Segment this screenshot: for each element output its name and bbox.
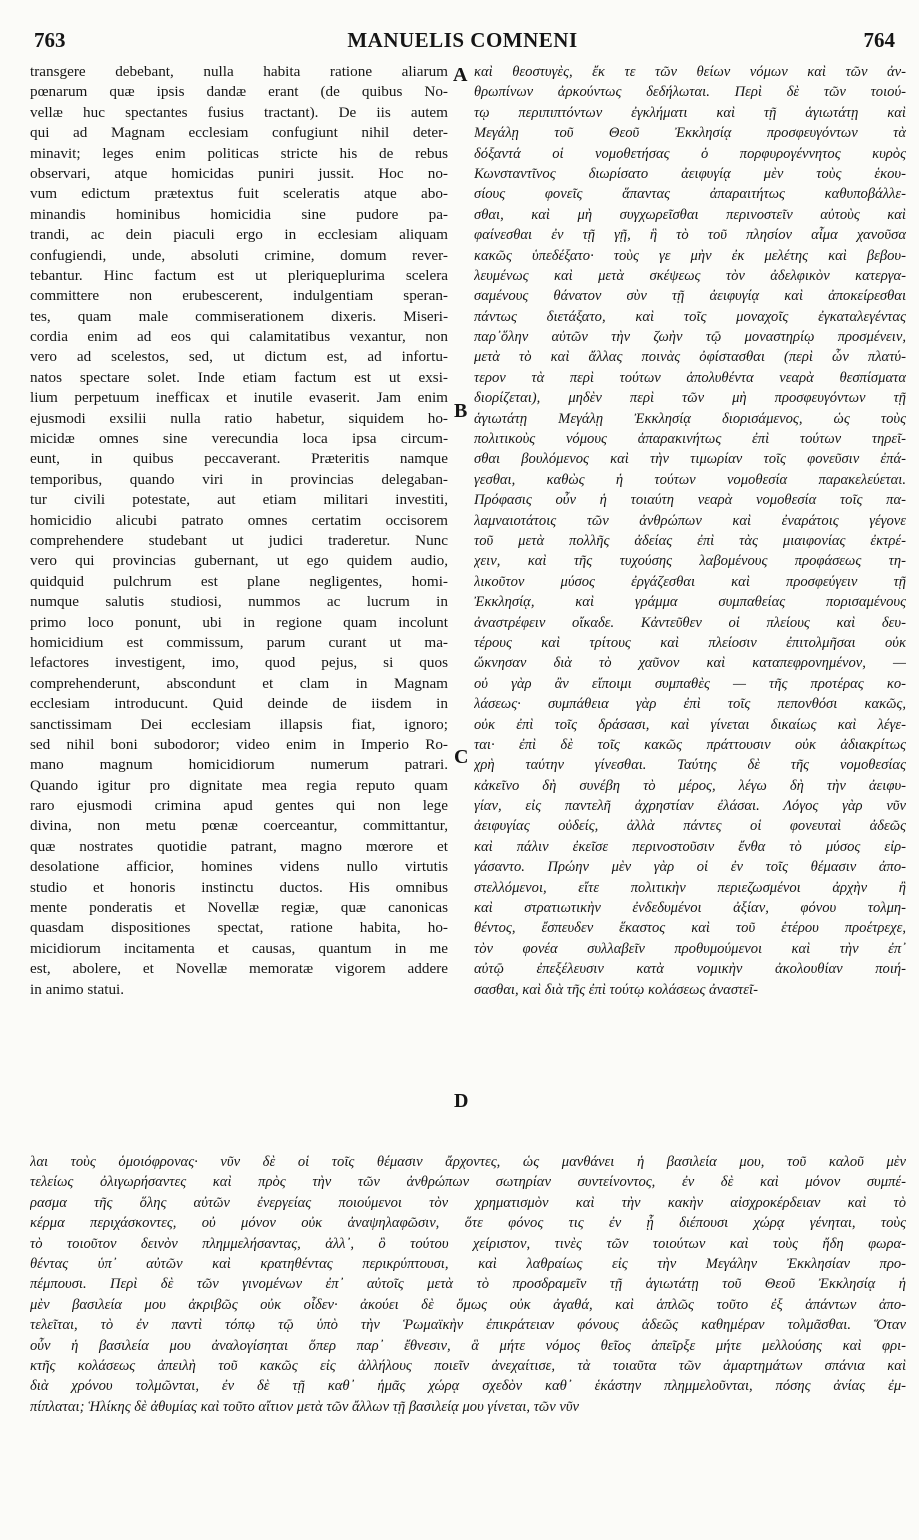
greek-text-line: Κωνσταντῖνος διωρίσατο ἀειφυγίᾳ μὲν τοὺς ἑκου- bbox=[474, 165, 906, 182]
greek-text-line: ἁγιωτάτῃ Μεγάλῃ Ἐκκλησίᾳ διορισάμενος, ὡς τοὺς bbox=[474, 410, 906, 427]
latin-text-line: tebantur. Hinc factum est ut pleriqueplurima scelera bbox=[30, 266, 448, 284]
greek-full-text-line: λαι τοὺς ὁμοιόφρονας· νῦν δὲ οἱ τοῖς θέμασιν ἄρχοντες, ὡς μανθάνει ἡ βασιλεία μου, τοῦ καλοῦ μὲν bbox=[30, 1154, 906, 1170]
greek-full-text-line: τὸ τοιοῦτον δεινὸν πλημμελήσαντας, ἀλλ᾽, ὃ τούτου χείριστον, τινὲς τῶν τοιούτων καὶ τοὺς ἤδη φωρα- bbox=[30, 1235, 906, 1252]
greek-text-line: τὸν φονέα συλλαβεῖν προθυμούμενοι καὶ τὴν ἐπ᾽ bbox=[474, 940, 906, 957]
greek-text-line: τῳ περιπιπτόντων ἐγκλήματι καὶ τῇ ἁγιωτάτῃ καὶ bbox=[474, 104, 906, 121]
greek-text-line: χρὴ ταύτην γίνεσθαι. Ταύτης δὲ τῆς νομοθεσίας bbox=[474, 757, 906, 774]
greek-text-line: Ἐκκλησίᾳ, καὶ γράμμα συμπαθείας πορισαμένους bbox=[474, 594, 906, 611]
greek-text-line: οὐ γὰρ ἂν εἴποιμι συμπαθὲς — τῆς προτέρας κο- bbox=[474, 675, 906, 692]
greek-text-line: Πρόφασις οὖν ἡ τοιαύτη νεαρὰ νομοθεσία τοῖς πα- bbox=[474, 492, 906, 509]
greek-text-line: σαμένους θάνατον σὺν τῇ ἀειφυγίᾳ καὶ ἀποκείρεσθαι bbox=[474, 288, 906, 305]
latin-text-line: lefactores investigent, imo, quod pejus, si quos bbox=[30, 654, 448, 672]
greek-text-line: γεσθαι, καθὼς ἡ τούτων νομοθεσία παρακελεύεται. bbox=[474, 471, 906, 488]
greek-text-line: μετὰ τὸ καὶ ἄλλας ποινὰς ὀφίστασθαι (περὶ ὧν πλατύ- bbox=[474, 349, 906, 366]
latin-text-line: tes, quam male commiserationem dixeris. Miseri- bbox=[30, 307, 448, 325]
greek-text-line: τέρους καὶ τρίτους καὶ πλείοσιν ἐπιτολμῆσαι οὐκ bbox=[474, 634, 906, 651]
greek-text-line: σθαι βουλόμενος καὶ τὴν τιμωρίαν τοῖς φονεῦσιν ἐπά- bbox=[474, 451, 906, 468]
greek-text-line: κακῶς ὑπεδέξατο· τοὺς γε μὴν ἐκ μελέτης καὶ βεβου- bbox=[474, 247, 906, 264]
section-marker-a: A bbox=[453, 64, 468, 86]
latin-text-line: transgere debebant, nulla habita ratione aliarum bbox=[30, 63, 448, 80]
latin-text-line: vero qui provincias gubernant, ut ego quidem audio, bbox=[30, 552, 448, 570]
latin-column bbox=[30, 62, 448, 1150]
greek-full-width-text bbox=[30, 1152, 906, 1530]
latin-text-line: mano magnum homicidiorum numerum patrari. bbox=[30, 756, 448, 774]
greek-text-line: θέντος, ἔσπευδεν ἕκαστος καὶ τοῦ ἑτέρου προέτρεχε, bbox=[474, 920, 906, 937]
running-title: MANUELIS COMNENI bbox=[347, 28, 578, 52]
latin-text-line: est, abolere, et Novellæ memoratæ vigorem addere bbox=[30, 960, 448, 978]
latin-text-line: divina, non metu pœnæ coerceantur, committantur, bbox=[30, 817, 448, 835]
greek-text-line: καὶ στρατιωτικὴν ἐνδεδυμένοι ἀξίαν, φόνου τολμη- bbox=[474, 900, 906, 917]
greek-text-line: γίαν, εἰς παντελῆ ἀχρηστίαν ἐλάσαι. Λόγος γὰρ νῦν bbox=[474, 798, 906, 815]
latin-text-line: cordia enim ad eos qui calamitatibus vexantur, non bbox=[30, 328, 448, 346]
greek-text-line: ἀναστρέφειν οἴκαδε. Κἀντεῦθεν οἱ πλείους καὶ δευ- bbox=[474, 614, 906, 631]
greek-text-line: γάσαντο. Πρώην μὲν γὰρ οἱ ἐν τοῖς θέμασιν ἀπο- bbox=[474, 859, 906, 876]
latin-text-line: committere non erubescerent, indulgentiam speran- bbox=[30, 287, 448, 305]
greek-text-line: παρ᾽ὅλην αὐτῶν τὴν ζωὴν τῷ μοναστηρίῳ προσμένειν, bbox=[474, 329, 906, 346]
section-marker-b: B bbox=[454, 400, 468, 422]
latin-text-line: pœnarum quæ ipsis dandæ erant (de quibus No- bbox=[30, 83, 448, 101]
greek-full-text-line: μὲν βασιλεία μου ἀκριβῶς οὐκ οἶδεν· ἀκούει δὲ ὅμως οὐκ ἀγαθά, καὶ ἁπλῶς τοῦτο ἐξ ἁπάντων ἀπο- bbox=[30, 1296, 906, 1313]
latin-text-line: studio et honoris instinctu ductos. His omnibus bbox=[30, 878, 448, 896]
greek-text-line: λικοῦτον μύσος ἐργάζεσθαι καὶ προσφεύγειν τῇ bbox=[474, 573, 906, 590]
greek-full-text-line: κέρμα περιχάσκοντες, οὐ μόνον οὐκ ἀναψηλαφῶσιν, ὅτε φόνος τις ἐν ᾗ διέπουσι χώρᾳ γένηται, τοὺς bbox=[30, 1215, 906, 1232]
greek-text-line: τερον τὰ περὶ τούτων ἀπολυθέντα νεαρὰ θεσπίσματα bbox=[474, 369, 906, 386]
latin-text-line: vero ad scelestos, sed, ut dictum est, ad infortu- bbox=[30, 348, 448, 366]
latin-text-line: quidquid pulchrum est plane negligentes, homi- bbox=[30, 572, 448, 590]
latin-text-line: natos spectare solet. Inde etiam factum est ut exsi- bbox=[30, 368, 448, 386]
page-number-right: 764 bbox=[863, 28, 895, 52]
latin-text-line: eunt, in quibus peccaverant. Præteritis namque bbox=[30, 450, 448, 468]
greek-text-line: λαμναιοτάτοις τῶν ἀνθρώπων καὶ ἐναράτοις γέγονε bbox=[474, 512, 906, 529]
latin-text-line: Quando igitur pro dignitate mea regia reputo quam bbox=[30, 776, 448, 794]
latin-text-line: in animo statui. bbox=[30, 980, 125, 998]
latin-text-line: sanctissimam Dei ecclesiam illapsis fiat, ignoro; bbox=[30, 715, 448, 733]
greek-text-line: σίους φονεῖς ἅπαντας ἀπαραιτήτως καθυποβάλλε- bbox=[474, 186, 906, 203]
greek-full-text-line: τελείως ὀλιγωρήσαντες καὶ πρὸς τὴν τῶν ἀνθρώπων σωτηρίαν συντείνοντος, ἐν δὲ καὶ μόνον συμπέ- bbox=[30, 1174, 906, 1191]
greek-full-text-line: ρασμα τῆς ὅλης αὐτῶν ἐνεργείας ποιούμενοι τὸν χρηματισμὸν καὶ τὴν κακὴν αἰσχροκέρδειαν καὶ τὸ bbox=[30, 1194, 906, 1211]
latin-text-line: ejusmodi exsilii nulla ratio habetur, siquidem ho- bbox=[30, 409, 448, 427]
latin-text-line: comprehendere studebant ut judici traderetur. Nunc bbox=[30, 531, 448, 549]
latin-text-line: confugiendi, unde, absoluti crimine, domum rever- bbox=[30, 246, 448, 264]
greek-full-text-line: πέμπουσι. Περὶ δὲ τῶν γινομένων ἐπ᾽ αὐτοῖς μετὰ τὸ προσδραμεῖν τῇ ἁγιωτάτῃ τοῦ Θεοῦ Ἐκκλησίᾳ ἡ bbox=[30, 1276, 906, 1293]
greek-column bbox=[474, 62, 906, 1150]
latin-text-line: temporibus, quando viri in provincias delegaban- bbox=[30, 470, 448, 488]
latin-text-line: minavit; leges enim politicas stricte his de rebus bbox=[30, 144, 448, 162]
latin-text-line: numque salutis studiosi, nummos ac lucrum in bbox=[30, 593, 448, 611]
greek-text-line: φαίνεσθαι ἐν τῇ γῇ, ἣ τὸ τοῦ πλησίον αἷμα χανοῦσα bbox=[474, 227, 906, 244]
greek-text-line: πάντως διετάξατο, καὶ τοῖς μοναχοῖς ἐγκαταλεγέντας bbox=[474, 308, 906, 325]
latin-text-line: vum edictum prætextus fuit sceleratis atque abo- bbox=[30, 185, 448, 203]
latin-text-line: mente ponderatis et Novellæ regiæ, quæ canonicas bbox=[30, 899, 448, 917]
latin-text-line: vellæ huc spectantes fusius tractant). De iis autem bbox=[30, 103, 448, 121]
greek-text-line: τοῦ μετὰ πολλῆς ἀδείας ἐπὶ τὰς μιαιφονίας ἐκτρέ- bbox=[474, 532, 906, 549]
greek-text-line: Μεγάλῃ τοῦ Θεοῦ Ἐκκλησίᾳ προσφευγόντων τὰ bbox=[474, 125, 906, 142]
greek-text-line: λευμένως καὶ μετὰ σκέψεως τὸν ἀδελφικὸν κατεργα- bbox=[474, 267, 906, 284]
greek-text-line: πολιτικοὺς νόμους ἀπαρακινήτως ἐπὶ τούτων τηρεῖ- bbox=[474, 431, 906, 448]
greek-full-text-line: τελεῖται, τὸ ἐν παντὶ τόπῳ τῷ ὑπὸ τὴν Ῥωμαϊκὴν ἐπικράτειαν φόνους ἀδεῶς καθημέραν τολμᾶσθαι. Ὅταν bbox=[30, 1317, 906, 1334]
latin-text-line: observari, atque homicidas puniri jussit. Hoc no- bbox=[30, 164, 448, 182]
greek-text-line: λάσεως· συμπάθεια γὰρ ἐπὶ τοῖς πεπονθόσι κακῶς, bbox=[474, 696, 906, 713]
greek-full-text-line: διὰ χρόνου τολμῶνται, ἐν δὲ τῇ καθ᾽ ἡμᾶς χώρᾳ σχεδὸν καθ᾽ ἑκάστην πλημμελοῦνται, πόσης ἀνίας ἐμ- bbox=[30, 1378, 906, 1395]
latin-text-line: lium perpetuum inefficax et inutile evaserit. Jam enim bbox=[30, 389, 448, 407]
latin-text-line: trandi, ac dein piaculi ergo in ecclesiam aliquam bbox=[30, 226, 448, 244]
latin-text-line: ecclesiam introducunt. Quid deinde de iisdem in bbox=[30, 695, 448, 713]
latin-text-line: raro ejusmodi crimina apud gentes qui non lege bbox=[30, 797, 448, 815]
latin-text-line: minandis hominibus homicidia sine pudore pa- bbox=[30, 205, 448, 223]
section-marker-d: D bbox=[454, 1090, 469, 1112]
greek-full-text-line: θέντας ὑπ᾽ αὐτῶν καὶ κρατηθέντας περικρύπτουσι, καὶ λαθραίως εἰς τὴν Μεγάλην Ἐκκλησίαν προ- bbox=[30, 1255, 906, 1272]
section-marker-c: C bbox=[454, 746, 469, 768]
greek-text-line: ὤκνησαν διὰ τὸ χαῦνον καὶ καταπεφρονημένον, — bbox=[474, 655, 906, 672]
page-number-left: 763 bbox=[34, 28, 66, 52]
greek-full-text-line: πίπλαται; Ἡλίκης δὲ ἀθυμίας καὶ τοῦτο αἴτιον μετὰ τῶν ἄλλων τῇ βασιλείᾳ μου γίνεται, τῶν νῦν bbox=[30, 1398, 580, 1415]
greek-full-text-line: κτῆς κολάσεως ἀπειλὴ τοῦ κακῶς εἰς ἀλλήλους ποιεῖν ἀνεχαίτισε, τὰ τοιαῦτα τῶν ἁμαρτημάτων σπάνια καὶ bbox=[30, 1357, 906, 1374]
latin-text-line: quæ nostrates quotidie patrant, magno mœrore et bbox=[30, 837, 448, 855]
greek-full-text-line: οὖν ἡ βασιλεία μου ἀναλογίσηται ὅπερ παρ᾽ ἔθνεσιν, ἃ μήτε νόμος θεῖος ἀπεῖρξε μήτε μελλούσης καὶ φρι- bbox=[30, 1337, 906, 1354]
latin-text-line: sed nihil boni subodoror; video enim in Imperio Ro- bbox=[30, 735, 448, 753]
latin-text-line: micidiorum incitamenta et causas, quantum in me bbox=[30, 939, 448, 957]
latin-text-line: homicidio alicubi patrato omnes certatim occisorem bbox=[30, 511, 448, 529]
greek-text-line: δόξαντά οἱ νομοθετήσας ὁ πορφυρογέννητος κυρὸς bbox=[474, 145, 906, 162]
latin-text-line: primo loco ponunt, ubi in regione quam incolunt bbox=[30, 613, 448, 631]
latin-text-line: homicidium est commissum, parum curant ut ma- bbox=[30, 633, 448, 651]
greek-text-line: καὶ πάλιν ἐκεῖσε περινοστοῦσιν ἔνθα τὸ μύσος εἰρ- bbox=[474, 838, 906, 855]
greek-text-line: σθαι, καὶ μὴ συγχωρεῖσθαι περινοστεῖν αὐτοὺς καὶ bbox=[474, 206, 906, 223]
greek-text-line: κἀκεῖνο δὴ συνέβη τὸ μέρος, λέγω δὴ τὴν ἀειφυ- bbox=[474, 777, 906, 794]
greek-text-line: θρωπίνων ἀρκούντως δεδήλωται. Περὶ δὲ τῶν τοιού- bbox=[474, 84, 906, 101]
latin-text-line: micidæ omnes sine verecundia loca ipsa circum- bbox=[30, 430, 448, 448]
greek-text-line: καὶ θεοστυγὲς, ἔκ τε τῶν θείων νόμων καὶ τῶν ἀν- bbox=[474, 64, 906, 80]
latin-text-line: qui ad Magnam ecclesiam confugiunt nihil deter- bbox=[30, 124, 448, 142]
greek-text-line: στελλόμενοι, εἴτε πολιτικὴν περιεζωσμένοι ἀρχὴν ἢ bbox=[474, 879, 906, 896]
page-header bbox=[24, 28, 901, 56]
latin-text-line: comprehenderunt, abscondunt et clam in Magnam bbox=[30, 674, 448, 692]
greek-text-line: ται· ἐπὶ δὲ τοῖς κακῶς πράττουσιν οὐκ ἀδιακρίτως bbox=[474, 736, 906, 753]
greek-text-line: χειν, καὶ τῆς τυχούσης λαβομένους προφάσεως τη- bbox=[474, 553, 906, 570]
greek-text-line: ἀειφυγίας οὐδείς, ἀλλὰ πάντες οἱ φονευταὶ ἀδεῶς bbox=[474, 818, 906, 835]
greek-text-line: οὐκ ἐπὶ τοῖς δράσασι, καὶ γίνεται δικαίως καὶ λέγε- bbox=[474, 716, 906, 733]
latin-text-line: quasdam dispositiones spectat, ratione habita, ho- bbox=[30, 919, 448, 937]
latin-text-line: tur civili potestate, aut etiam militari investiti, bbox=[30, 491, 448, 509]
greek-text-line: αὐτῷ ἐπεξέλευσιν κατὰ νομικὴν ἀκολουθίαν ποιή- bbox=[474, 961, 906, 978]
latin-text-line: desolatione afficior, homines videns nullo virtutis bbox=[30, 858, 448, 876]
greek-text-line: διορίζεται), μηδὲν περὶ τῶν μὴ προσφευγόντων τῇ bbox=[474, 390, 906, 407]
greek-text-line: σασθαι, καὶ διὰ τῆς ἐπὶ τούτῳ κολάσεως ἀναστεῖ- bbox=[474, 981, 758, 998]
